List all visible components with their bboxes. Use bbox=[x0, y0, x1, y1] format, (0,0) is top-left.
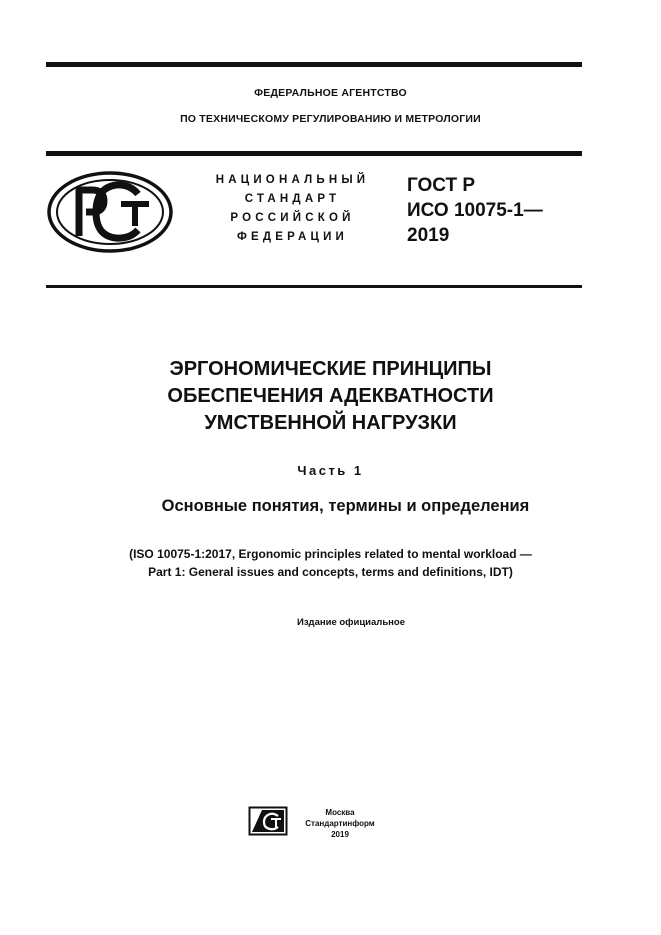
gost-r-logo-icon bbox=[46, 170, 174, 254]
iso-reference-line-2: Part 1: General issues and concepts, terms and definitions, IDT) bbox=[148, 565, 513, 579]
standard-code-line-3: 2019 bbox=[407, 225, 450, 246]
standard-type-line-1: НАЦИОНАЛЬНЫЙ bbox=[215, 174, 370, 186]
part-label: Часть 1 bbox=[297, 463, 364, 478]
publisher-year: 2019 bbox=[331, 830, 349, 839]
top-rule bbox=[46, 62, 582, 67]
edition-label: Издание официальное bbox=[297, 617, 405, 628]
document-subtitle: Основные понятия, термины и определения bbox=[161, 497, 530, 515]
standard-code-line-1: ГОСТ Р bbox=[407, 175, 476, 196]
document-title-line-2: ОБЕСПЕЧЕНИЯ АДЕКВАТНОСТИ bbox=[167, 385, 494, 407]
document-title-line-3: УМСТВЕННОЙ НАГРУЗКИ bbox=[204, 412, 457, 434]
header-bottom-rule bbox=[46, 285, 582, 288]
iso-reference-line-1: (ISO 10075-1:2017, Ergonomic principles related to mental workload — bbox=[129, 547, 532, 561]
standard-type-line-3: РОССИЙСКОЙ bbox=[230, 212, 355, 224]
publisher-name: Стандартинформ bbox=[305, 819, 375, 828]
standard-type-line-2: СТАНДАРТ bbox=[244, 193, 341, 205]
standard-type-line-4: ФЕДЕРАЦИИ bbox=[236, 231, 349, 243]
agency-line-1: ФЕДЕРАЛЬНОЕ АГЕНТСТВО bbox=[254, 87, 407, 99]
standard-code-line-2: ИСО 10075-1— bbox=[407, 200, 543, 221]
standartinform-logo-icon bbox=[248, 806, 288, 836]
agency-line-2: ПО ТЕХНИЧЕСКОМУ РЕГУЛИРОВАНИЮ И МЕТРОЛОГИИ bbox=[180, 113, 481, 125]
header-rule bbox=[46, 151, 582, 156]
document-title-line-1: ЭРГОНОМИЧЕСКИЕ ПРИНЦИПЫ bbox=[169, 358, 492, 380]
publisher-city: Москва bbox=[325, 808, 355, 817]
